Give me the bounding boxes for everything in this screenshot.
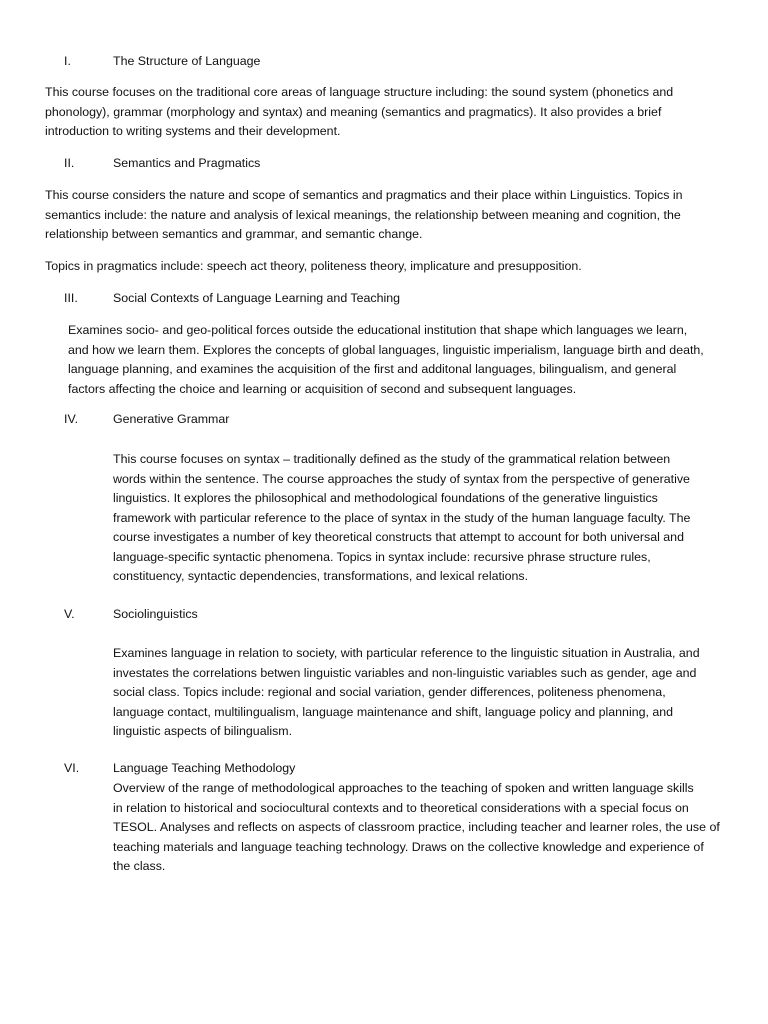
paragraph-line: teaching materials and language teaching technology. Draws on the collective knowledge and experience of [113, 839, 704, 854]
section-number: V. [64, 607, 75, 621]
paragraph-line: relationship between semantics and grammar, and semantic change. [45, 227, 423, 241]
paragraph-line: factors affecting the choice and learning or acquisition of second and subsequent languages. [68, 381, 577, 396]
section-title: Social Contexts of Language Learning and Teaching [113, 291, 401, 305]
paragraph-line: semantics include: the nature and analysis of lexical meanings, the relationship between meaning and cognition, the [45, 207, 681, 222]
paragraph-line: in relation to historical and sociocultural contexts and to theoretical considerations with a special focus on [113, 800, 689, 815]
paragraph-line: and how we learn them. Explores the concepts of global languages, linguistic imperialism, language birth and death, [68, 342, 704, 357]
paragraph-line: language contact, multilingualism, language maintenance and shift, language policy and planning, and [113, 704, 674, 719]
section-2-paragraph-1 [45, 186, 683, 245]
paragraph-line: investates the correlations betwen linguistic variables and non-linguistic variables such as gender, age and [113, 665, 697, 680]
paragraph-line: Overview of the range of methodological approaches to the teaching of spoken and written language skills [113, 781, 694, 795]
section-3-paragraph [68, 321, 704, 399]
section-number: III. [64, 291, 78, 305]
section-title: The Structure of Language [113, 54, 261, 68]
paragraph-line: introduction to writing systems and their development. [45, 124, 341, 138]
paragraph-line: course investigates a number of key theoretical constructs that attempt to account for both universal and [113, 530, 684, 544]
paragraph-line: Topics in pragmatics include: speech act theory, politeness theory, implicature and presupposition. [45, 259, 582, 273]
section-6-paragraph [113, 779, 720, 877]
paragraph-line: This course focuses on syntax – traditionally defined as the study of the grammatical relation between [113, 452, 671, 466]
paragraph-line: phonology), grammar (morphology and syntax) and meaning (semantics and pragmatics). It also provides a brief [45, 104, 662, 119]
section-5-paragraph [113, 644, 700, 742]
paragraph-line: linguistics. It explores the philosophical and methodological foundations of the generative linguistics [113, 491, 658, 505]
paragraph-line: linguistic aspects of bilingualism. [113, 724, 293, 738]
section-title: Sociolinguistics [113, 607, 198, 621]
section-1-paragraph [45, 83, 673, 142]
paragraph-line: This course focuses on the traditional core areas of language structure including: the sound system (phonetics and [45, 85, 674, 99]
paragraph-line: constituency, syntactic dependencies, transformations, and lexical relations. [113, 569, 529, 583]
paragraph-line: Examines language in relation to society, with particular reference to the linguistic situation in Australia, and [113, 646, 700, 660]
section-title: Generative Grammar [113, 412, 230, 426]
section-2-paragraph-2 [45, 257, 582, 277]
section-title: Semantics and Pragmatics [113, 156, 261, 170]
section-number: II. [64, 156, 75, 170]
paragraph-line: words within the sentence. The course approaches the study of syntax from the perspective of generative [113, 471, 690, 486]
paragraph-line: language planning, and examines the acquisition of the first and additonal languages, bilingualism, and general [68, 362, 677, 376]
paragraph-line: the class. [113, 859, 166, 873]
section-number: IV. [64, 412, 79, 426]
section-4-paragraph [113, 450, 690, 587]
paragraph-line: framework with particular reference to the place of syntax in the study of the human language faculty. The [113, 510, 691, 525]
section-number: I. [64, 54, 71, 68]
paragraph-line: language-specific syntactic phenomena. Topics in syntax include: recursive phrase structure rules, [113, 549, 651, 564]
section-title: Language Teaching Methodology [113, 761, 296, 775]
paragraph-line: TESOL. Analyses and reflects on aspects of classroom practice, including teacher and learner roles, the use of [113, 820, 720, 834]
paragraph-line: This course considers the nature and scope of semantics and pragmatics and their place within Linguistics. Topics in [45, 188, 683, 202]
paragraph-line: social class. Topics include: regional and social variation, gender differences, politeness phenomena, [113, 685, 666, 699]
section-number: VI. [64, 761, 80, 775]
paragraph-line: Examines socio- and geo-political forces outside the educational institution that shape which languages we learn, [68, 323, 688, 337]
